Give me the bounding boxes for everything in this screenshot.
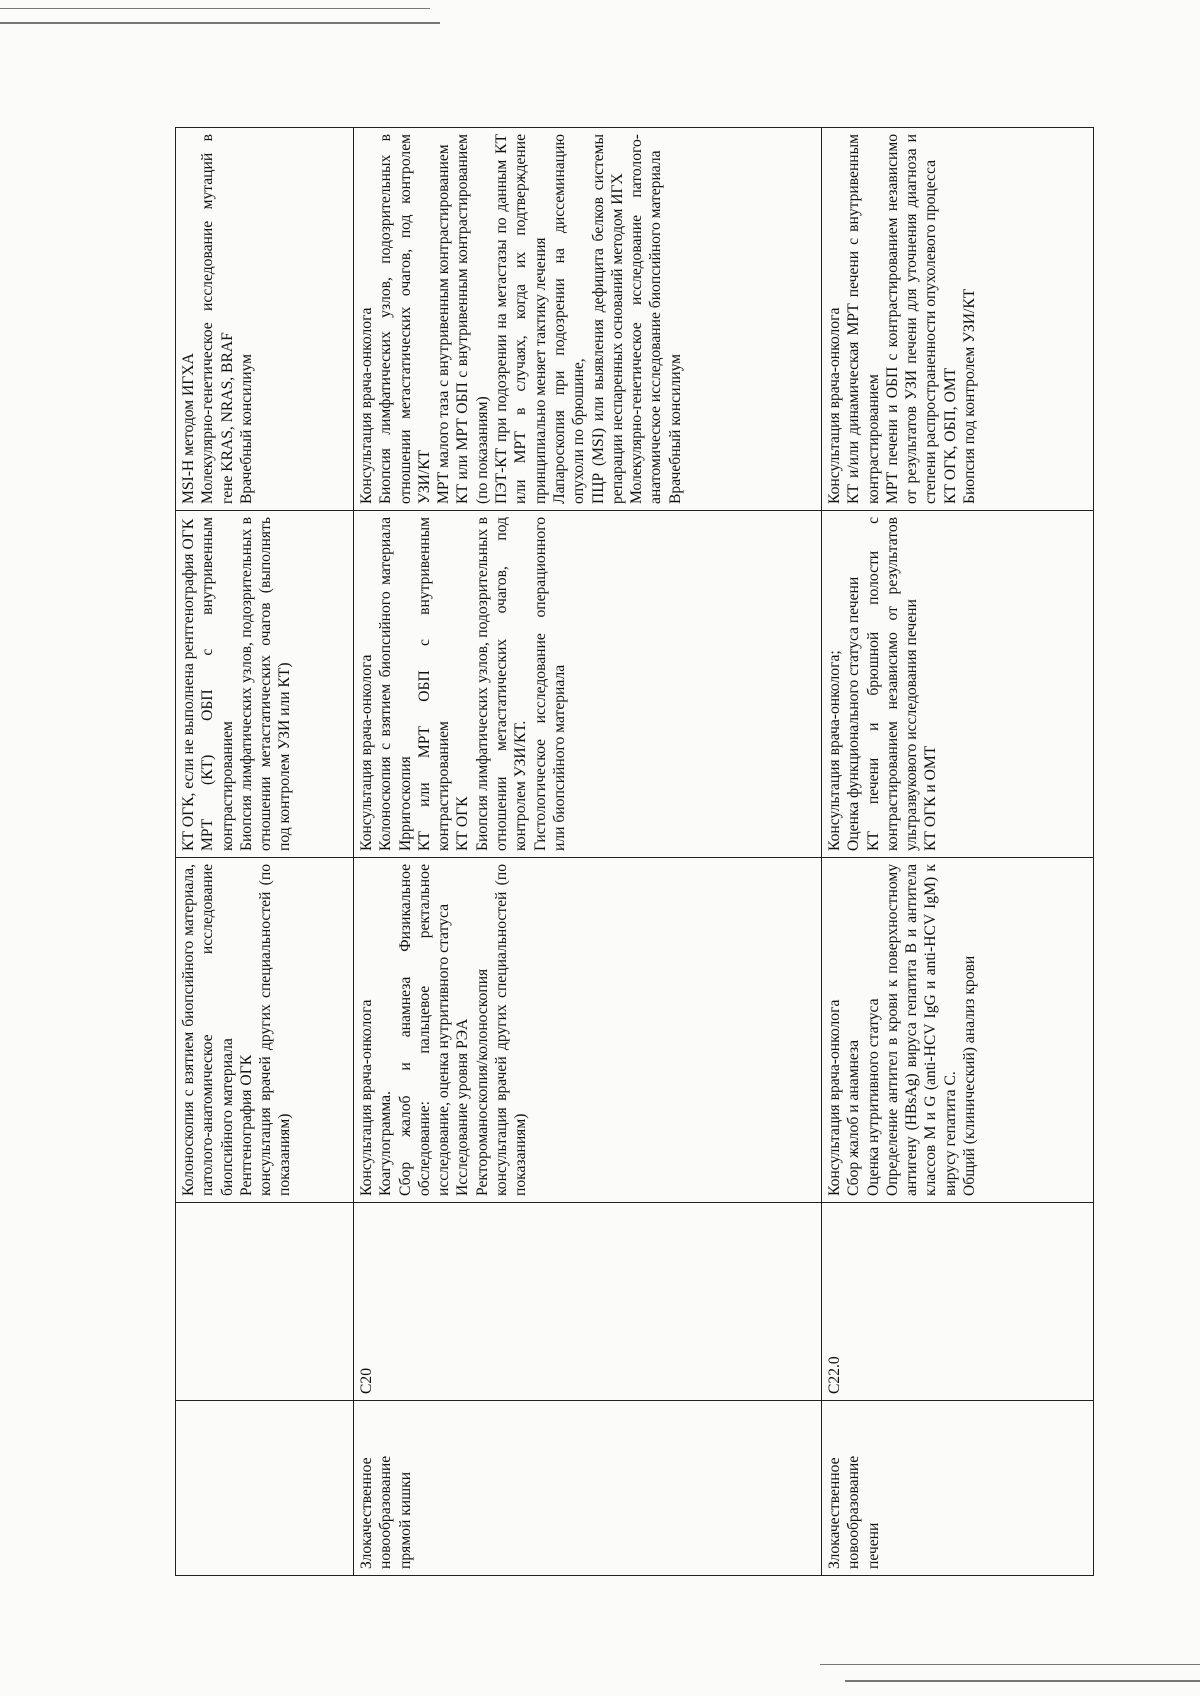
primary-exam-cell: Консультация врача-онколога Сбор жалоб и анамнеза Оценка нутритивного статуса Определение антител в крови к поверхностному антигену (HBsAg) вируса гепатита В и антитела классов М и G (anti-HCV IgG и anti-HCV IgM) к вирусу гепатита С. Общий (клинический) анализ крови: [822, 858, 1094, 1203]
scan-edge-line-bottom-2: [845, 1680, 1200, 1682]
disease-cell: Злокачественное новообразование печени: [822, 1401, 1094, 1576]
advanced-exam-cell: Консультация врача-онколога Биопсия лимфатических узлов, подозрительных в отношении метастатических очагов, под контролем УЗИ/КТ МРТ малого таза с внутривенным контрастированием КТ или МРТ ОБП с внутривенным контрастированием (по показаниям) ПЭТ-КТ при подозрении на метастазы по данным КТ или МРТ в случаях, когда их подтверждение принципиально меняет тактику лечения Лапароскопия при подозрении на диссеминацию опухоли по брюшине, ПЦР (MSI) или выявления дефицита белков системы репарации неспаренных оснований методом ИГХ Молекулярно-генетическое исследование патолого-анатомическое исследование биопсийного материала Врачебный консилиум: [354, 128, 822, 511]
table-row: [822, 128, 1094, 1576]
primary-exam-cell: Колоноскопия с взятием биопсийного материала, патолого-анатомическое исследование биопсийного материала Рентгенография ОГК консультация врачей других специальностей (по показаниям): [176, 858, 354, 1203]
table-row: [354, 128, 822, 1576]
specialist-exam-cell: Консультация врача-онколога Колоноскопия с взятием биопсийного материала Ирригоскопия КТ или МРТ ОБП с внутривенным контрастированием КТ ОГК Биопсия лимфатических узлов, подозрительных в отношении метастатических очагов, под контролем УЗИ/КТ. Гистологическое исследование операционного или биопсийного материала: [354, 511, 822, 858]
icd-code-cell: [176, 1203, 354, 1401]
specialist-exam-cell: Консультация врача-онколога; Оценка функционального статуса печени КТ печени и брюшной полости с контрастированием независимо от результатов ультразвукового исследования печени КТ ОГК и ОМТ: [822, 511, 1094, 858]
advanced-exam-cell: Консультация врача-онколога КТ и/или динамическая МРТ печени с внутривенным контрастированием МРТ печени и ОБП с контрастированием независимо от результатов УЗИ печени для уточнения диагноза и степени распространенности опухолевого процесса КТ ОГК, ОБП, ОМТ Биопсия под контролем УЗИ/КТ: [822, 128, 1094, 511]
icd-code-cell: C22.0: [822, 1203, 1094, 1401]
primary-exam-cell: Консультация врача-онколога Коагулограмма. Сбор жалоб и анамнеза Физикальное обследование: пальцевое ректальное исследование, оценка нутритивного статуса Исследование уровня РЭА Ректороманоскопия/колоноскопия консультация врачей других специальностей (по показаниям): [354, 858, 822, 1203]
table-row: [176, 128, 354, 1576]
scan-edge-line-top: [0, 8, 430, 9]
diagnostics-table: [175, 127, 1094, 1576]
disease-cell: [176, 1401, 354, 1576]
disease-cell: Злокачественное новообразование прямой кишки: [354, 1401, 822, 1576]
scan-edge-line-bottom: [820, 1664, 1200, 1665]
specialist-exam-cell: КТ ОГК, если не выполнена рентгенография ОГК МРТ (КТ) ОБП с внутривенным контрастированием Биопсия лимфатических узлов, подозрительных в отношении метастатических очагов (выполнять под контролем УЗИ или КТ): [176, 511, 354, 858]
scan-edge-line-top-2: [0, 22, 440, 24]
advanced-exam-cell: MSI-H методом ИГХА Молекулярно-генетическое исследование мутаций в гене KRAS, NRAS, BRAF Врачебный консилиум: [176, 128, 354, 511]
icd-code-cell: C20: [354, 1203, 822, 1401]
rotated-page-content: [175, 128, 1093, 1576]
